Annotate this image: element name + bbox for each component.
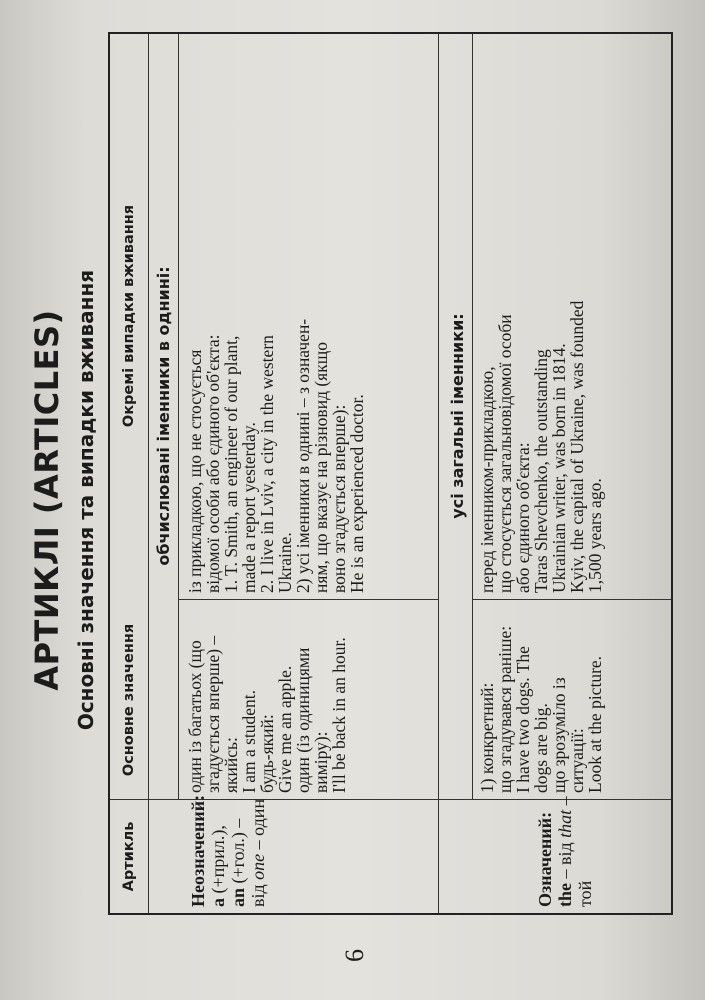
page-subtitle: Основні значення та випадки вживання — [74, 269, 98, 731]
article-a-note: (+прил.), — [208, 825, 228, 894]
row-divider — [438, 34, 439, 913]
text-line: що стосується загальновідомої особи — [495, 314, 515, 593]
text-line: I'll be back in an hour. — [329, 637, 349, 793]
header-special-cases: Окремі випадки вживання — [121, 204, 137, 428]
text-line: I am a student. — [239, 689, 259, 793]
text-line: що зрозуміло із — [549, 677, 569, 793]
text-line: один (із одиницями — [293, 647, 313, 793]
articles-table — [108, 32, 673, 915]
page-title: АРТИКЛІ (ARTICLES) — [28, 309, 66, 691]
text-line: 2. I live in Lviv, a city in the western — [257, 335, 277, 593]
section-title-common-nouns: усі загальні іменники: — [448, 313, 467, 519]
section-divider — [178, 34, 179, 800]
text-line: що згадувався раніше: — [495, 625, 515, 793]
text-line: Kyiv, the capital of Ukraine, was founded — [567, 300, 587, 593]
text-line: один із багатьох (що — [185, 640, 205, 793]
special-cases-cell-definite — [478, 37, 604, 593]
main-meaning-cell-indefinite — [186, 603, 348, 793]
text-line: Ukraine. — [275, 532, 295, 593]
article-meaning: той — [575, 880, 595, 907]
text-line: 1,500 years ago. — [585, 478, 605, 593]
article-from-prefix: від — [248, 884, 268, 907]
text-line: згадується вперше) – — [203, 635, 223, 793]
text-line: перед іменником-прикладкою, — [477, 366, 497, 593]
article-name: Означений: — [535, 811, 555, 907]
article-cell-definite — [535, 796, 595, 907]
article-the: the — [555, 883, 575, 907]
article-name: Неозначений: — [188, 794, 208, 907]
article-a: a — [208, 898, 228, 907]
text-line: ням, що вказує на різновид (якщо — [311, 342, 331, 593]
text-line: ситуації: — [567, 728, 587, 793]
text-line: будь-який: — [257, 714, 277, 793]
article-cell-indefinite — [188, 794, 268, 907]
article-an: an — [228, 887, 248, 907]
text-line: відомої особи або єдиного об'єкта: — [203, 334, 223, 593]
header-main-meaning: Основне значення — [121, 623, 137, 777]
text-line: із прикладкою, що не стосується — [185, 349, 205, 593]
text-line: Give me an apple. — [275, 665, 295, 793]
article-from-suffix: – — [555, 796, 575, 806]
text-line: Look at the picture. — [585, 655, 605, 793]
section-title-countable: обчислювані іменники в однині: — [154, 266, 173, 566]
column-divider — [472, 599, 671, 600]
column-divider — [178, 599, 439, 600]
text-line: або єдиного об'єкта: — [513, 442, 533, 593]
text-line: виміру): — [311, 731, 331, 793]
article-an-note: (+гол.) – — [228, 818, 248, 884]
text-line: Ukrainian writer, was born in 1814. — [549, 343, 569, 593]
text-line: Taras Shevchenko, the outstanding — [531, 349, 551, 593]
text-line: воно згадується вперше): — [329, 404, 349, 593]
article-from-word: that — [555, 809, 575, 838]
text-line: made a report yesterday. — [239, 422, 259, 593]
text-line: якийсь: — [221, 737, 241, 793]
article-from-word: one — [248, 853, 268, 880]
article-from-prefix: – від — [555, 842, 575, 879]
text-line: I have two dogs. The — [513, 646, 533, 793]
main-meaning-cell-definite — [478, 603, 604, 793]
text-line: dogs are big. — [531, 703, 551, 793]
section-divider — [472, 34, 473, 800]
header-divider — [148, 34, 149, 913]
article-from-suffix: – один — [248, 798, 268, 850]
text-line: He is an experienced doctor. — [347, 394, 367, 593]
text-line: 1) конкретний: — [477, 682, 497, 793]
special-cases-cell-indefinite — [186, 37, 366, 593]
page-number: 6 — [340, 949, 369, 962]
text-line: 1. T. Smith, an engineer of our plant, — [221, 335, 241, 593]
text-line: 2) усі іменники в однині – з означен- — [293, 318, 313, 593]
header-article: Артикль — [121, 821, 137, 892]
